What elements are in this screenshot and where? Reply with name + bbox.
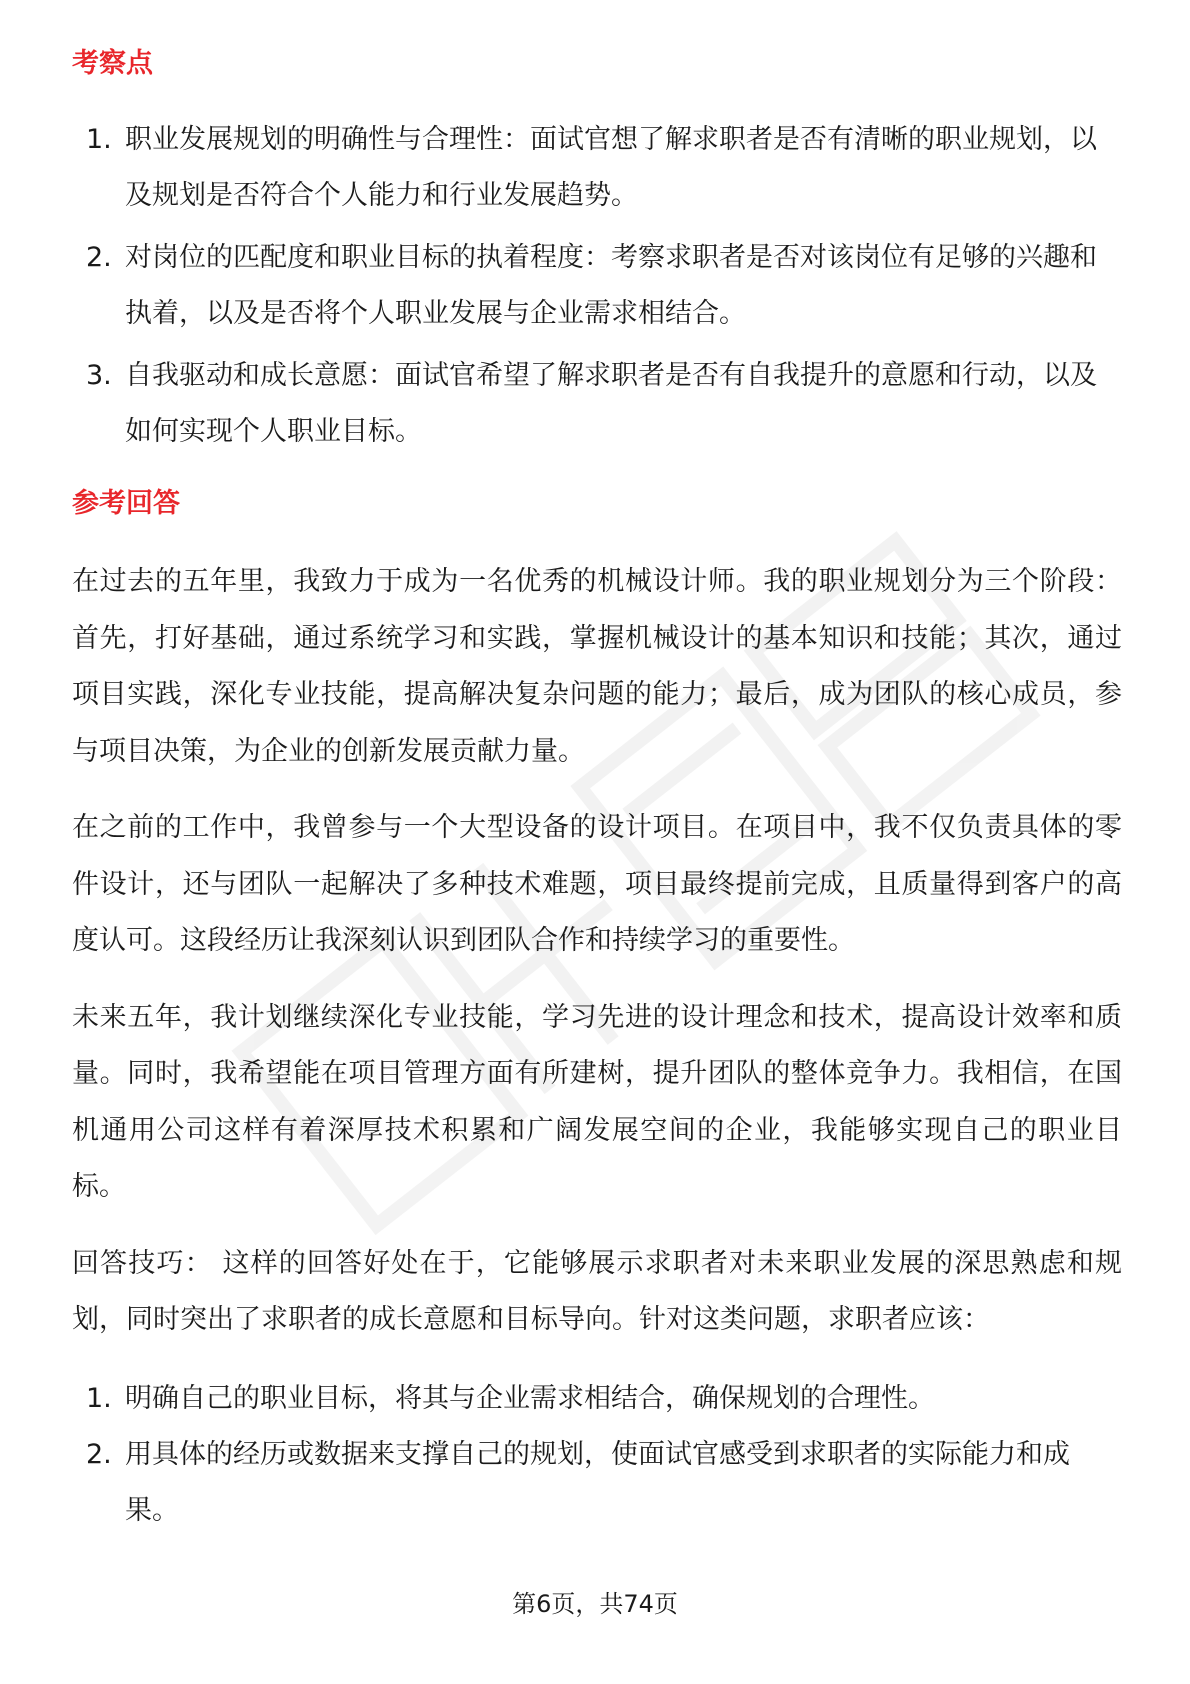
assessment-list — [72, 112, 1122, 460]
list-item-text: 用具体的经历或数据来支撑自己的规划，使面试官感受到求职者的实际能力和成果。 — [125, 1438, 1070, 1526]
list-item — [72, 1427, 1122, 1539]
list-item — [72, 348, 1122, 460]
answer-paragraph: 未来五年，我计划继续深化专业技能，学习先进的设计理念和技术，提高设计效率和质量。同时，我希望能在项目管理方面有所建树，提升团队的整体竞争力。我相信，在国机通用公司这样有着深厚技术积累和广阔发展空间的企业，我能够实现自己的职业目标。 — [72, 1001, 1122, 1202]
list-number: 3. — [86, 360, 112, 391]
section-title-assessment: 考察点 — [72, 48, 153, 79]
document-page — [72, 44, 1122, 1539]
section-title-reference-answer: 参考回答 — [72, 488, 180, 519]
answer-tips-paragraph: 回答技巧： 这样的回答好处在于，它能够展示求职者对未来职业发展的深思熟虑和规划，同时突出了求职者的成长意愿和目标导向。针对这类问题，求职者应该： — [72, 1247, 1122, 1335]
list-item-text: 职业发展规划的明确性与合理性：面试官想了解求职者是否有清晰的职业规划，以及规划是否符合个人能力和行业发展趋势。 — [125, 124, 1097, 211]
list-number: 1. — [86, 124, 112, 155]
list-item-text: 自我驱动和成长意愿：面试官希望了解求职者是否有自我提升的意愿和行动，以及如何实现个人职业目标。 — [125, 360, 1097, 447]
list-item-text: 对岗位的匹配度和职业目标的执着程度：考察求职者是否对该岗位有足够的兴趣和执着，以及是否将个人职业发展与企业需求相结合。 — [125, 242, 1097, 329]
list-number: 2. — [86, 242, 112, 273]
list-number: 2. — [86, 1438, 112, 1470]
answer-paragraph: 在之前的工作中，我曾参与一个大型设备的设计项目。在项目中，我不仅负责具体的零件设计，还与团队一起解决了多种技术难题，项目最终提前完成，且质量得到客户的高度认可。这段经历让我深刻认识到团队合作和持续学习的重要性。 — [72, 812, 1122, 956]
list-item — [72, 1371, 1122, 1427]
list-item — [72, 230, 1122, 342]
list-item-text: 明确自己的职业目标，将其与企业需求相结合，确保规划的合理性。 — [125, 1382, 935, 1414]
list-item — [72, 112, 1122, 224]
answer-paragraph: 在过去的五年里，我致力于成为一名优秀的机械设计师。我的职业规划分为三个阶段：首先，打好基础，通过系统学习和实践，掌握机械设计的基本知识和技能；其次，通过项目实践，深化专业技能，提高解决复杂问题的能力；最后，成为团队的核心成员，参与项目决策，为企业的创新发展贡献力量。 — [72, 566, 1122, 767]
list-number: 1. — [86, 1382, 112, 1414]
tips-list — [72, 1371, 1122, 1539]
page-footer: 第6页，共74页 — [512, 1590, 678, 1618]
